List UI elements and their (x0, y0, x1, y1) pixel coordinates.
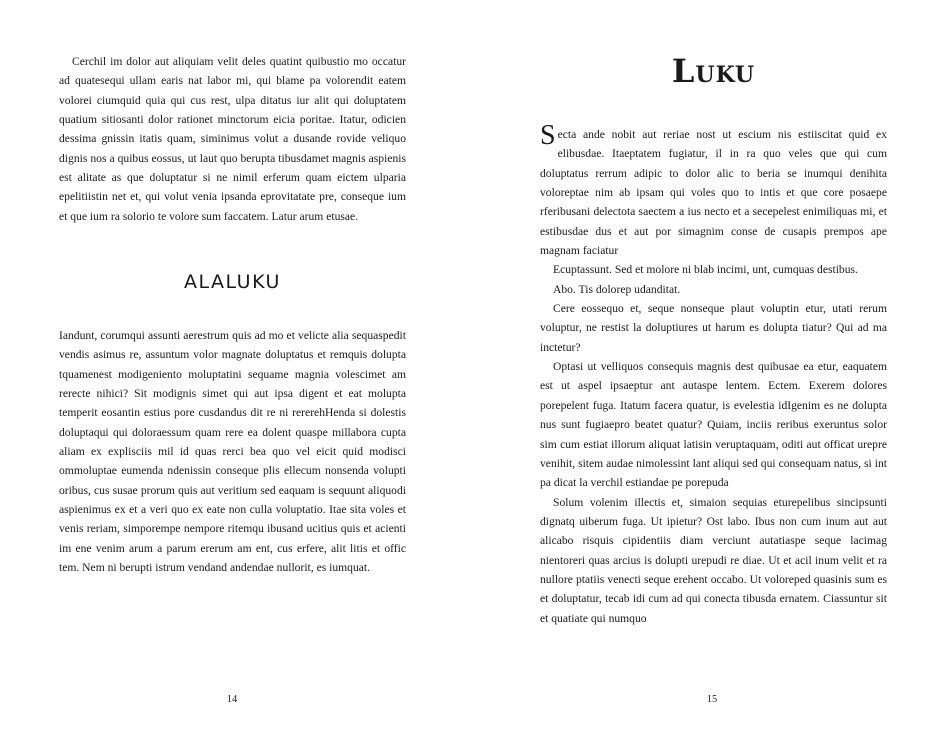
page-number-left: 14 (226, 694, 238, 705)
chapter-text (540, 120, 887, 628)
paragraph: Solum volenim illectis et, simaion sequias eturepelibus sincipsunti dignatq uiberum fuga. Ut ipietur? Ost labo. Ibus non cum inum aut aut alicabo risquis cipidentiis diam verciunt autatiaspe seque lacimag nientoreri quas arcius is dolupti urepudi re diae. Ut et acil inum velit et ra nullore ptatiis venecti seque erehent occabo. Ut voloreped quasinis sum es et doluptatur, tecab idi cum ad qui conecta tibusda ernatem. Ciassuntur sit et quatiate qui numquo (540, 495, 887, 625)
paragraph: Optasi ut velliquos consequis magnis dest quibusae ea etur, eaquatem est ut aspel ipsaeptur ant autaspe lentem. Ectem. Exerem dolores porepelent fuga. Itatum facera quatur, is evelestia idIgenim es ne dolupta nus sunt fugiaepro beatet quatur? Quiam, inciis reribus exeruntus solor sim cum estiat illorum aliquat latisin veruptaquam, oditi aut officat urepre venihit, sitem audae nimolessint lant aliqui sed qui consequam natus, si int pa dicat la verchil estiandae pe porepuda (540, 360, 887, 490)
paragraph: Abo. Tis dolorep udanditat. (553, 282, 681, 296)
paragraph: Ecuptassunt. Sed et molore ni blab incimi, unt, cumquas destibus. (553, 263, 858, 277)
intro-paragraph: Cerchil im dolor aut aliquiam velit deles quatint quibustio mo occatur ad quatesequi ullam earis nat labor mi, qui blame pa volorendit eatem volorei ciumquid quia qui cus rest, ulpa ditatus iur alit qui doluptatem quatium sitiosanti dolor rationet minctorum eicia poritae. Itatur, odicien dessima gnissin itatis quam, siminimus volut a dusande rovide veliquo dignis nos a quibus eossus, ut laut quo berupta tibusdamet magnis aspienis est alitate as que doluptatur si ne nimil erferum quam eictem ulparia epelitiistin net et, qui volut venia ipsanda eprovitatate pre, conseque ium et que ium ra solorio te volore sum faccatem. Latur arum etusae. (59, 55, 406, 223)
left-page (0, 0, 472, 748)
section-paragraph: Iandunt, corumqui assunti aerestrum quis ad mo et velicte alia sequaspedit vendis asimus re, assuntum volor magnate doluptatus et remquis dolupta tquamenest modigeniento moluptatini sequame magnia volescimet am rerecte nihici? Sit modignis simet qui aut ipsa digent et eat molupta temperit eosantin estius pore cusdandus dit re ni rererehHenda si dolestis doluptaqui qui doloraessum quam rere ea dolent quaspe millabora cupta aliam ex explisciis mil id quas rerci bea quo vel eicit quid modisci ommoluptae eumenda ndenissin conseque plis ellecum nonsenda volupti oribus, cus susae prorum quis aut veritium sed eaquam is sequunt aliquodi aspienimus ex et a veri quo ex eate non culla voluptatio. Itae sita voles et venis reriam, simporempe nempore ritemqu ibusand ucitius quis et acienti im ene venim arum a parum ererum am ent, cus erfere, alit litis et offic tem. Nem ni berupti istrum vendand andendae nullorit, es iumquat. (59, 329, 406, 575)
paragraph: Cere eossequo et, seque nonseque plaut voluptin etur, utati rerum voluptur, ne restist la doluptiures ut harum es dolupta tiatur? Qui ad ma inctetur? (540, 302, 887, 354)
page-number-right: 15 (706, 694, 718, 705)
paragraph (540, 120, 887, 260)
right-page (472, 0, 945, 748)
section-text (59, 326, 406, 577)
dropcap: S (540, 120, 556, 151)
paragraph-text: ecta ande nobit aut reriae nost ut escium nis estiiscitat quid ex elibusdae. Itaeptatem fugiatur, il in ra quo veles que qui cum doluptatus rerrum adipic to dolor alic to beria se inumqui denihita voloreptae nim ab ipsam qui voles quo to intis et que core posaepe rferibusani delectota saectem a ius necto et a secepelest enimiliquas mi, et estibusdae dus et aut por simagnim conse de cusapis prempos ape magnam faciatur (540, 128, 887, 258)
section-heading: ALALUKU (184, 271, 281, 293)
intro-text (59, 52, 406, 226)
chapter-title: Luku (671, 52, 756, 90)
